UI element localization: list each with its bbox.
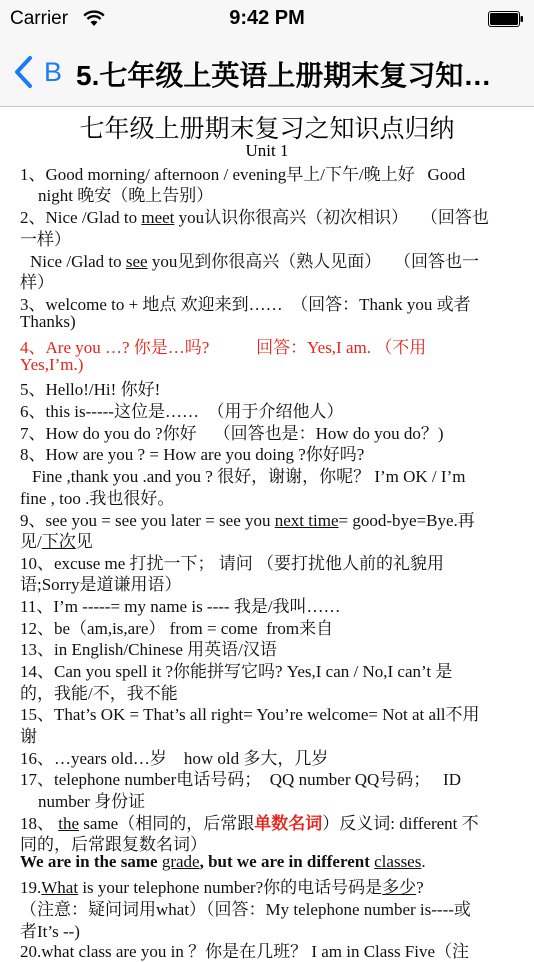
document-line [20, 700, 480, 725]
text-run: 16、…years old…岁 how old 多大，几岁 [20, 749, 329, 768]
text-run: see [125, 252, 148, 271]
text-run: you认识你很高兴（初次相识） （回答也 [174, 208, 489, 227]
text-run: 一样） [20, 230, 71, 249]
text-run: Yes,I’m.) [20, 355, 84, 374]
text-run: grade [161, 852, 200, 871]
text-run: same（相同的，后常跟 [79, 814, 255, 833]
text-run: = good-bye=Bye.再 [338, 511, 475, 530]
text-run: ）反义词: different 不 [322, 814, 479, 833]
text-run: night 晚安（晚上告别） [38, 186, 214, 205]
text-run: 18、 [20, 814, 59, 833]
text-run: 1、Good morning/ afternoon / evening早上/下午/晚上好 Good [20, 165, 466, 184]
text-run: 13、in English/Chinese 用英语/汉语 [20, 640, 277, 659]
text-run: 5、Hello!/Hi! 你好! [20, 380, 161, 399]
text-run: 4、Are you …? 你是…吗? 回答：Yes,I am. （不用 [20, 338, 427, 357]
text-run: 7、How do you do ?你好 （回答也是：How do you do？) [20, 424, 444, 443]
text-run: 的，我能/不，我不能 [20, 684, 178, 703]
text-run: 20.what class are you in ？你是在几班？ I am in Class Five（注 [20, 942, 470, 961]
document-line [20, 355, 83, 375]
text-run: 语;Sorry是道谦用语） [20, 575, 182, 594]
text-run: 见 [75, 532, 93, 551]
text-run: 2、Nice /Glad to [20, 208, 142, 227]
document-title: 七年级上册期末复习之知识点归纳 [79, 116, 455, 143]
text-run: is your telephone number?你的电话号码是 [78, 878, 383, 897]
text-run: 3、welcome to + 地点 欢迎来到…… （回答：Thank you 或者 [20, 295, 471, 314]
text-run: 样） [20, 273, 54, 292]
text-run: 15、That’s OK = That’s all right= You’re welcome= Not at all不用 [20, 705, 480, 724]
text-run: 多少 [382, 878, 417, 897]
text-run: you见到你很高兴（熟人见面） （回答也一 [147, 252, 480, 271]
text-run: 者It’s --) [20, 922, 80, 941]
text-run: Fine ,thank you .and you ? 很好，谢谢，你呢？ I’m OK / I’m [32, 467, 466, 486]
battery-icon [488, 11, 524, 27]
document-line [30, 247, 479, 272]
text-run: （注意：疑问词用what）（回答：My telephone number is----或 [20, 900, 471, 919]
text-run: 12、be（am,is,are） from = come from来自 [20, 619, 334, 638]
text-run: 下次 [41, 532, 76, 551]
document-subtitle: Unit 1 [245, 141, 289, 160]
text-run: 14、Can you spell it ?你能拼写它吗? Yes,I can / No,I can’t 是 [20, 662, 453, 681]
document-line [20, 290, 471, 315]
text-run: 见/ [20, 532, 42, 551]
text-run: 19. [20, 878, 42, 897]
document-line [20, 937, 469, 962]
text-run: 10、excuse me 打扰一下； 请问 （要打扰他人前的礼貌用 [20, 554, 445, 573]
page-title: 5.七年级上英语上册期末复习知… [76, 60, 492, 91]
clock: 9:42 PM [229, 7, 305, 29]
text-run: , but we are in different [199, 852, 375, 871]
document-line [20, 312, 76, 332]
text-run: classes [374, 852, 422, 871]
document-line [20, 895, 471, 920]
text-run: 8、How are you ? = How are you doing ?你好吗? [20, 445, 365, 464]
back-button-label: B [44, 56, 63, 87]
text-run: Nice /Glad to [30, 252, 126, 271]
text-run: 单数名词 [254, 814, 323, 833]
text-run: 6、this is-----这位是…… （用于介绍他人） [20, 402, 344, 421]
navigation-bar [0, 38, 534, 107]
document-line [20, 203, 489, 228]
document-line [20, 852, 426, 872]
text-run: ? [416, 878, 424, 897]
back-button[interactable] [12, 50, 62, 94]
text-run: 同的，后常跟复数名词） [20, 835, 207, 854]
text-run: 17、telephone number电话号码； QQ number QQ号码； ID [20, 770, 461, 789]
text-run: next time [274, 511, 339, 530]
text-run: number 身份证 [38, 792, 146, 811]
carrier-label: Carrier [10, 8, 69, 29]
text-run: meet [141, 208, 175, 227]
text-run: What [41, 878, 79, 897]
text-run: We are in the same [20, 852, 162, 871]
status-bar [0, 0, 534, 38]
text-run: 9、see you = see you later = see you [20, 511, 275, 530]
text-run: 谢 [20, 727, 37, 746]
text-run: . [421, 852, 426, 871]
text-run: fine , too .我也很好。 [20, 489, 175, 508]
chevron-left-icon [12, 55, 34, 89]
text-run: 11、I’m -----= my name is ---- 我是/我叫…… [20, 597, 341, 616]
document-viewer[interactable] [0, 107, 534, 961]
text-run: the [58, 814, 80, 833]
text-run: Thanks) [20, 312, 76, 331]
